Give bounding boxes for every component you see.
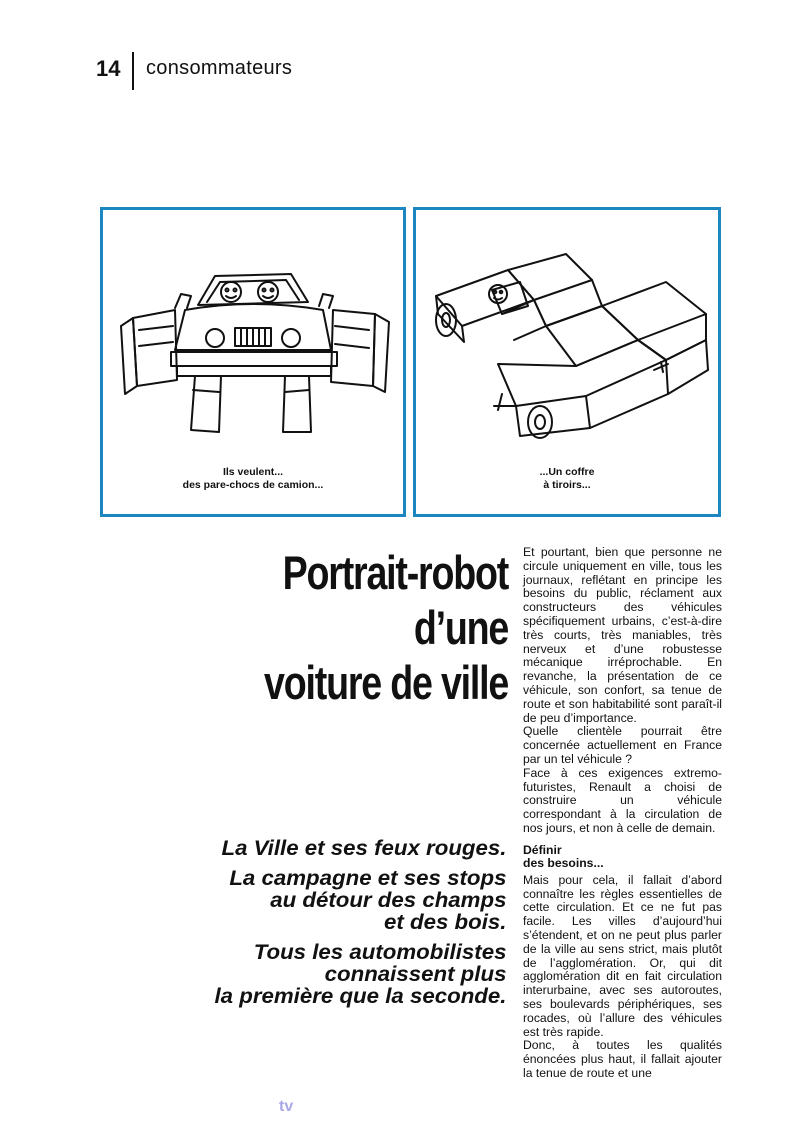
article-paragraph: Quelle clientèle pourrait être concernée actuellement en France par un tel véhicule ? <box>523 724 722 766</box>
slogan-line: connaissent plus <box>324 963 506 986</box>
illustration-panel-bumpers <box>100 207 406 517</box>
article-paragraph: Et pourtant, bien que personne ne circule uniquement en ville, tous les journaux, reflétant en principe les besoins du public, réclament aux constructeurs des véhicules spécifiquement urbains, c’est-à-dire très courts, très maniables, très nerveux et d’une robustesse mécanique irréprochable. En revanche, la présentation de ce véhicule, son confort, sa tenue de route et son habitabilité sont paraît-il de peu d’importance. <box>523 545 722 725</box>
subheading-line: des besoins... <box>523 855 604 870</box>
slogan-line: et des bois. <box>383 911 506 934</box>
article-title <box>264 545 508 710</box>
section-title: consommateurs <box>146 57 293 79</box>
subheading-line: Définir <box>523 842 562 857</box>
article-paragraph: Donc, à toutes les qualités énoncées plus haut, il fallait ajouter la tenue de route et une <box>523 1038 722 1080</box>
slogan-line: au détour des champs <box>269 889 506 912</box>
article-paragraph: Mais pour cela, il fallait d’abord connaître les règles essentielles de cette circulation. Et ce ne fut pas facile. Les villes d’aujourd’hui s’étendent, et on ne peut plus parler de la ville au sens strict, mais plutôt de l’agglomération. Or, qui dit agglomération dit en fait circulation interurbaine, avec ses autoroutes, ses boulevards périphériques, ses rocades, où l’allure des véhicules est très rapide. <box>523 872 722 1039</box>
article-paragraph: Face à ces exigences extremo-futuristes, Renault a choisi de construire un véhicule correspondant à la circulation de nos jours, et non à celle de demain. <box>523 765 722 835</box>
title-line: Portrait-robot <box>282 546 508 599</box>
caption-line: des pare-chocs de camion... <box>182 479 324 491</box>
header-divider <box>132 52 134 90</box>
slogan-block <box>214 837 506 1008</box>
caption-line: ...Un coffre <box>539 466 595 478</box>
slogan-line: La campagne et ses stops <box>228 867 506 890</box>
illustration-panel-drawers <box>413 207 721 517</box>
page-number: 14 <box>96 56 121 81</box>
slogan-line: La Ville et ses feux rouges. <box>221 837 506 860</box>
figure-caption <box>103 466 403 492</box>
caption-line: Ils veulent... <box>222 466 284 478</box>
figure-caption <box>416 466 718 492</box>
title-line: voiture de ville <box>263 656 508 709</box>
article-column <box>523 546 722 1081</box>
scan-mark-icon: tv <box>279 1098 294 1115</box>
slogan-line: Tous les automobilistes <box>253 941 506 964</box>
slogan-line: la première que la seconde. <box>214 985 506 1008</box>
caption-line: à tiroirs... <box>543 479 591 491</box>
article-subheading <box>523 844 722 870</box>
title-line: d’une <box>413 601 508 654</box>
